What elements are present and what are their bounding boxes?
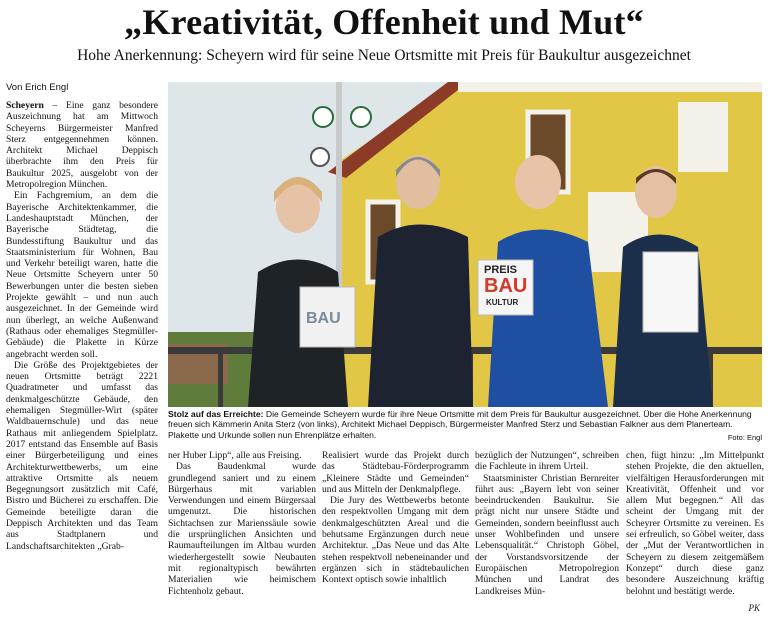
text-column-1	[6, 100, 158, 552]
article-headline: „Kreativität, Offenheit und Mut“	[124, 2, 644, 42]
text-column-5	[626, 450, 764, 597]
article-subheadline: Hohe Anerkennung: Scheyern wird für seine Neue Ortsmitte mit Preis für Baukultur ausgezeichnet	[77, 47, 691, 64]
paragraph: bezüglich der Nutzungen“, schreiben die Fachleute in ihrem Urteil.	[475, 450, 619, 473]
article-photo	[168, 82, 762, 407]
caption-lead: Stolz auf das Erreichte:	[168, 409, 264, 419]
paragraph: Die Jury des Wettbewerbs betonte den respektvollen Umgang mit dem denkmalgeschützten Areal und die behutsame Ergänzungen durch neue Architektur. „Das Neue und das Alte stehen respektvoll nebeneinander und ergänzen sich in städtebaulichen Kontext optisch sowie inhaltlich	[322, 495, 469, 586]
photo-caption	[168, 409, 762, 440]
dateline: Scheyern	[6, 100, 44, 111]
paragraph: Ein Fachgremium, an dem die Bayerische Architektenkammer, die Landeshauptstadt München, der Bayerische Städtetag, die Bundesstiftung Baukultur und das Staatsministerium für Wohnen, Bau und Verkehr beteiligt waren, hatte die Neue Ortsmitte Scheyern unter 50 Bewerbungen unter die besten sieben Projekte gewählt – und nun auch ausgezeichnet. In der Gemeinde wird nun überlegt, an welche Außenwand (Rathaus oder ehemaliges Stegmüller-Gebäude) die Plakette in Kürze angebracht werden soll.	[6, 190, 158, 360]
paragraph	[6, 100, 158, 190]
plaque-center-line3: KULTUR	[486, 298, 519, 307]
paragraph: Realisiert wurde das Projekt durch das Städtebau-Förderprogramm „Kleinere Städte und Gemeinden“ und aus Mitteln der Denkmalpflege.	[322, 450, 469, 495]
photo-credit: Foto: Engl	[727, 433, 762, 442]
paragraph: chen, fügt hinzu: „Im Mittelpunkt stehen Projekte, die den aktuellen, vielfältigen Herausforderungen mit Kreativität, Offenheit und vor allem Mut begegnen.“ All das scheint der Umgang mit der Scheyrer Ortsmitte zu vereinen. Es sei erfreulich, so Göbel weiter, dass der „Mut der Verantwortlichen in Scheyern zu diesem zeitgemäßem Konzept“ durch diese ganz besondere Auszeichnung kräftig belohnt und bestätigt werde.	[626, 450, 764, 597]
paragraph-text: – Eine ganz besondere Auszeichnung hat am Mittwoch Scheyerns Bürgermeister Manfred Sterz entgegennehmen können. Architekt Michael Deppisch überbrachte ihm den Preis für Baukultur 2025, ausgelobt von der Metropolregion München.	[6, 100, 158, 191]
text-column-3	[322, 450, 469, 586]
caption-text: Die Gemeinde Scheyern wurde für ihre Neue Ortsmitte mit dem Preis für Baukultur ausgezeichnet. Über die Hohe Anerkennung freuen sich Kämmerin Anita Sterz (von links), Architekt Michael Deppisch, Bürgermeister Manfred Sterz und Sebastian Falkner aus dem Planerteam. Plakette und Urkunde sollen nun Ehrenplätze erhalten.	[168, 409, 752, 440]
plaque-center-line1: PREIS	[484, 264, 518, 276]
paragraph: ner Huber Lipp“, alle aus Freising.	[168, 450, 302, 461]
plaque-left-label: BAU	[306, 310, 341, 327]
plaque-center-line2: BAU	[484, 275, 528, 297]
paragraph: Das Baudenkmal wurde grundlegend saniert und zu einem Bürgerhaus mit variablen Verwendungen und einem Bürgersaal umgenutzt. Die historischen Sichtachsen zur Marienssäule sowie die ursprünglichen Ansichten und Raumaufteilungen im Altbau wurden wiederhergestellt sowie Neubauten mit regionaltypisch bewährten Materialien wie heimischem Fichtenholz gebaut.	[168, 461, 316, 597]
paragraph: Staatsminister Christian Bernreiter führt aus: „Bayern lebt von seiner beeindruckenden Baukultur. Sie prägt nicht nur unsere Städte und Gemeinden, sondern beeinflusst auch unser Wohlbefinden und unsere Lebensqualität.“ Christoph Göbel, der Vorstandsvorsitzende der Europäischen Metropolregion München und Landrat des Landkreises Mün-	[475, 472, 619, 597]
text-column-4	[475, 450, 619, 597]
text-column-2	[168, 450, 316, 597]
paragraph: Die Größe des Projektgebietes der neuen Ortsmitte beträgt 2221 Quadratmeter und umfasst das denkmalgeschützte Gebäude, den ehemaligen Stegmüller-Wirt (später Waldbauernschule) und das neue Rathaus mit anliegendem Spielplatz. 2017 entstand das Ensemble auf Basis einer Bürgerbeteiligung und eines Architekturwettbewerbs, um eine attraktive Ortsmitte als neuem Begegnungsort zusätzlich mit Café, Bistro und Bücherei zu erschaffen. Die Gemeinde beteiligte daran die Deppisch Architekten und das Team aus Stadtplanern und Landschaftsarchitekten „Grab-	[6, 359, 158, 552]
byline: Von Erich Engl	[6, 82, 69, 93]
author-signature: PK	[748, 603, 760, 613]
photo-illustration	[168, 82, 762, 407]
